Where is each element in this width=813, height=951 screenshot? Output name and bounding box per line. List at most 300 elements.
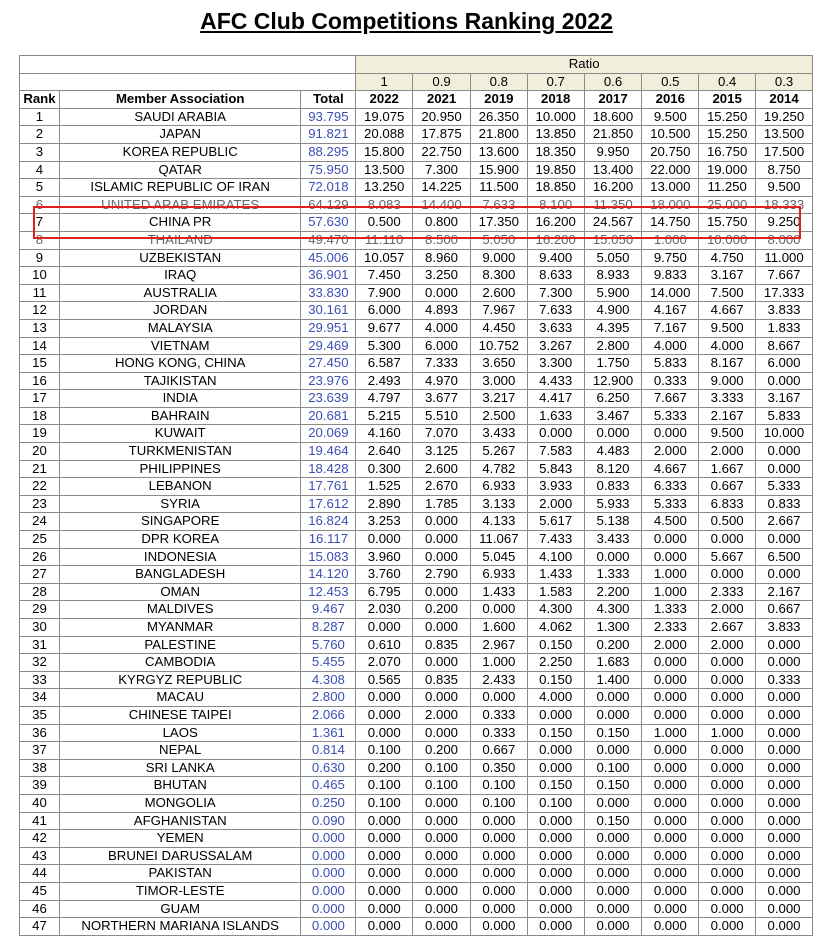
table-row [20,425,813,443]
score-cell: 3.250 [413,267,471,285]
score-cell: 9.400 [527,249,584,267]
score-cell: 1.000 [699,724,756,742]
rank-cell: 8 [20,231,60,249]
score-cell: 13.850 [527,126,584,144]
score-cell: 13.600 [470,143,527,161]
score-cell: 16.750 [699,143,756,161]
table-row [20,918,813,936]
member-cell: NORTHERN MARIANA ISLANDS [59,918,301,936]
table-row [20,619,813,637]
rank-cell: 26 [20,548,60,566]
score-cell: 22.750 [413,143,471,161]
score-cell: 0.833 [756,495,813,513]
rank-cell: 46 [20,900,60,918]
ranking-table-body [20,108,813,935]
total-header: Total [301,91,356,109]
score-cell: 3.333 [699,390,756,408]
score-cell: 0.000 [356,724,413,742]
total-cell: 0.630 [301,759,356,777]
total-cell: 72.018 [301,179,356,197]
score-cell: 15.050 [584,231,642,249]
score-cell: 22.000 [642,161,699,179]
score-cell: 6.333 [642,478,699,496]
score-cell: 7.450 [356,267,413,285]
score-cell: 0.000 [356,918,413,936]
score-cell: 3.167 [756,390,813,408]
score-cell: 4.000 [527,689,584,707]
score-cell: 8.167 [699,355,756,373]
header-spacer [20,56,356,74]
score-cell: 8.750 [756,161,813,179]
score-cell: 1.000 [642,231,699,249]
table-row [20,759,813,777]
total-cell: 88.295 [301,143,356,161]
ratio-value: 0.5 [642,73,699,91]
score-cell: 14.400 [413,196,471,214]
score-cell: 3.000 [470,372,527,390]
score-cell: 7.500 [699,284,756,302]
member-cell: MACAU [59,689,301,707]
score-cell: 0.000 [413,619,471,637]
score-cell: 2.967 [470,636,527,654]
score-cell: 0.000 [756,566,813,584]
rank-cell: 9 [20,249,60,267]
year-header: 2016 [642,91,699,109]
score-cell: 2.600 [413,460,471,478]
score-cell: 0.000 [527,759,584,777]
score-cell: 0.000 [699,794,756,812]
score-cell: 0.000 [756,742,813,760]
member-cell: KYRGYZ REPUBLIC [59,671,301,689]
total-cell: 36.901 [301,267,356,285]
score-cell: 0.000 [584,865,642,883]
score-cell: 2.433 [470,671,527,689]
rank-cell: 28 [20,583,60,601]
score-cell: 0.000 [642,759,699,777]
year-header: 2018 [527,91,584,109]
score-cell: 20.950 [413,108,471,126]
score-cell: 0.000 [527,425,584,443]
score-cell: 1.683 [584,654,642,672]
score-cell: 21.800 [470,126,527,144]
table-row [20,231,813,249]
member-cell: TIMOR-LESTE [59,882,301,900]
score-cell: 0.000 [642,794,699,812]
table-row [20,337,813,355]
member-cell: BAHRAIN [59,407,301,425]
score-cell: 0.833 [584,478,642,496]
score-cell: 0.100 [470,777,527,795]
score-cell: 4.300 [527,601,584,619]
score-cell: 9.677 [356,319,413,337]
rank-cell: 3 [20,143,60,161]
total-cell: 17.761 [301,478,356,496]
rank-cell: 34 [20,689,60,707]
score-cell: 0.000 [699,882,756,900]
table-row [20,865,813,883]
score-cell: 0.000 [756,882,813,900]
score-cell: 0.000 [413,847,471,865]
table-row [20,706,813,724]
score-cell: 0.500 [356,214,413,232]
score-cell: 24.567 [584,214,642,232]
score-cell: 0.000 [699,531,756,549]
member-cell: OMAN [59,583,301,601]
score-cell: 4.300 [584,601,642,619]
rank-cell: 13 [20,319,60,337]
score-cell: 1.833 [756,319,813,337]
member-cell: IRAQ [59,267,301,285]
score-cell: 13.250 [356,179,413,197]
score-cell: 0.000 [756,689,813,707]
score-cell: 0.000 [413,531,471,549]
score-cell: 0.000 [756,777,813,795]
score-cell: 18.600 [584,108,642,126]
score-cell: 0.000 [642,918,699,936]
score-cell: 12.900 [584,372,642,390]
score-cell: 9.000 [699,372,756,390]
total-cell: 18.428 [301,460,356,478]
score-cell: 7.633 [470,196,527,214]
score-cell: 10.500 [642,126,699,144]
table-row [20,372,813,390]
total-cell: 23.639 [301,390,356,408]
score-cell: 18.333 [756,196,813,214]
score-cell: 0.000 [356,865,413,883]
score-cell: 9.950 [584,143,642,161]
score-cell: 0.500 [699,513,756,531]
score-cell: 0.000 [470,601,527,619]
score-cell: 0.000 [699,918,756,936]
score-cell: 2.800 [584,337,642,355]
rank-cell: 21 [20,460,60,478]
table-row [20,513,813,531]
rank-cell: 7 [20,214,60,232]
ratio-value: 0.3 [756,73,813,91]
total-cell: 29.951 [301,319,356,337]
score-cell: 0.000 [356,847,413,865]
score-cell: 0.000 [470,882,527,900]
score-cell: 15.250 [699,126,756,144]
score-cell: 0.000 [699,706,756,724]
score-cell: 0.000 [470,830,527,848]
rank-cell: 10 [20,267,60,285]
score-cell: 11.110 [356,231,413,249]
score-cell: 0.000 [642,548,699,566]
score-cell: 2.790 [413,566,471,584]
score-cell: 1.750 [584,355,642,373]
rank-cell: 14 [20,337,60,355]
score-cell: 0.000 [527,706,584,724]
score-cell: 10.000 [756,425,813,443]
score-cell: 4.782 [470,460,527,478]
total-cell: 91.821 [301,126,356,144]
table-row [20,583,813,601]
total-cell: 0.814 [301,742,356,760]
score-cell: 4.667 [699,302,756,320]
score-cell: 7.900 [356,284,413,302]
total-cell: 20.681 [301,407,356,425]
score-cell: 0.000 [642,425,699,443]
total-cell: 0.250 [301,794,356,812]
score-cell: 7.333 [413,355,471,373]
table-row [20,742,813,760]
score-cell: 0.000 [413,284,471,302]
table-row [20,443,813,461]
score-cell: 0.000 [642,742,699,760]
rank-cell: 24 [20,513,60,531]
score-cell: 2.000 [413,706,471,724]
member-cell: LEBANON [59,478,301,496]
score-cell: 0.000 [699,742,756,760]
score-cell: 1.785 [413,495,471,513]
score-cell: 7.633 [527,302,584,320]
score-cell: 3.253 [356,513,413,531]
score-cell: 5.933 [584,495,642,513]
score-cell: 18.850 [527,179,584,197]
member-cell: YEMEN [59,830,301,848]
score-cell: 0.000 [756,443,813,461]
score-cell: 0.000 [584,918,642,936]
rank-cell: 39 [20,777,60,795]
score-cell: 0.000 [756,830,813,848]
member-cell: MALDIVES [59,601,301,619]
member-cell: HONG KONG, CHINA [59,355,301,373]
score-cell: 7.667 [642,390,699,408]
score-cell: 0.000 [699,777,756,795]
rank-cell: 16 [20,372,60,390]
score-cell: 0.000 [756,724,813,742]
score-cell: 0.000 [642,654,699,672]
score-cell: 9.500 [699,425,756,443]
score-cell: 4.417 [527,390,584,408]
member-cell: JORDAN [59,302,301,320]
score-cell: 0.000 [413,583,471,601]
member-cell: PALESTINE [59,636,301,654]
member-cell: CAMBODIA [59,654,301,672]
score-cell: 5.833 [642,355,699,373]
rank-cell: 35 [20,706,60,724]
rank-cell: 23 [20,495,60,513]
rank-cell: 36 [20,724,60,742]
score-cell: 3.833 [756,302,813,320]
score-cell: 0.000 [699,900,756,918]
rank-cell: 32 [20,654,60,672]
score-cell: 0.000 [356,706,413,724]
score-cell: 4.133 [470,513,527,531]
table-row [20,319,813,337]
score-cell: 8.500 [413,231,471,249]
score-cell: 0.000 [642,671,699,689]
total-cell: 20.069 [301,425,356,443]
score-cell: 5.045 [470,548,527,566]
score-cell: 9.000 [470,249,527,267]
member-cell: PHILIPPINES [59,460,301,478]
score-cell: 2.070 [356,654,413,672]
score-cell: 0.150 [584,812,642,830]
member-cell: TAJIKISTAN [59,372,301,390]
score-cell: 0.000 [584,882,642,900]
score-cell: 9.500 [756,179,813,197]
score-cell: 6.933 [470,566,527,584]
table-row [20,249,813,267]
table-row [20,531,813,549]
rank-cell: 15 [20,355,60,373]
total-cell: 4.308 [301,671,356,689]
score-cell: 3.433 [584,531,642,549]
score-cell: 0.200 [413,601,471,619]
score-cell: 0.000 [699,566,756,584]
score-cell: 0.000 [756,372,813,390]
rank-cell: 22 [20,478,60,496]
score-cell: 0.565 [356,671,413,689]
member-cell: SINGAPORE [59,513,301,531]
year-header: 2015 [699,91,756,109]
rank-cell: 42 [20,830,60,848]
score-cell: 0.100 [413,777,471,795]
table-row [20,636,813,654]
member-cell: BHUTAN [59,777,301,795]
score-cell: 4.970 [413,372,471,390]
score-cell: 9.750 [642,249,699,267]
score-cell: 7.967 [470,302,527,320]
total-cell: 14.120 [301,566,356,584]
score-cell: 8.933 [584,267,642,285]
score-cell: 3.467 [584,407,642,425]
score-cell: 3.760 [356,566,413,584]
score-cell: 0.000 [756,460,813,478]
score-cell: 0.667 [699,478,756,496]
rank-cell: 18 [20,407,60,425]
score-cell: 0.200 [356,759,413,777]
score-cell: 0.000 [756,865,813,883]
score-cell: 0.000 [642,531,699,549]
score-cell: 21.850 [584,126,642,144]
score-cell: 0.100 [584,759,642,777]
score-cell: 19.850 [527,161,584,179]
score-cell: 2.500 [470,407,527,425]
member-cell: CHINESE TAIPEI [59,706,301,724]
total-cell: 12.453 [301,583,356,601]
score-cell: 16.200 [584,179,642,197]
member-cell: CHINA PR [59,214,301,232]
score-cell: 5.300 [356,337,413,355]
year-header: 2022 [356,91,413,109]
score-cell: 8.960 [413,249,471,267]
score-cell: 1.633 [527,407,584,425]
member-cell: VIETNAM [59,337,301,355]
table-row [20,689,813,707]
score-cell: 17.875 [413,126,471,144]
score-cell: 1.600 [470,619,527,637]
score-cell: 0.000 [699,865,756,883]
score-cell: 2.250 [527,654,584,672]
member-cell: SAUDI ARABIA [59,108,301,126]
member-cell: SRI LANKA [59,759,301,777]
ratio-value: 0.9 [413,73,471,91]
score-cell: 16.200 [527,231,584,249]
rank-cell: 12 [20,302,60,320]
year-header: 2021 [413,91,471,109]
member-cell: SYRIA [59,495,301,513]
score-cell: 0.000 [413,689,471,707]
score-cell: 0.000 [470,918,527,936]
score-cell: 5.843 [527,460,584,478]
score-cell: 20.088 [356,126,413,144]
score-cell: 6.933 [470,478,527,496]
score-cell: 0.000 [413,900,471,918]
score-cell: 2.000 [699,443,756,461]
score-cell: 0.000 [642,847,699,865]
score-cell: 5.050 [470,231,527,249]
score-cell: 0.000 [642,777,699,795]
score-cell: 14.000 [642,284,699,302]
score-cell: 0.000 [584,794,642,812]
score-cell: 1.433 [470,583,527,601]
total-cell: 0.000 [301,865,356,883]
score-cell: 2.000 [699,601,756,619]
ratio-value: 0.8 [470,73,527,91]
score-cell: 4.667 [642,460,699,478]
score-cell: 14.225 [413,179,471,197]
rank-cell: 27 [20,566,60,584]
table-row [20,601,813,619]
score-cell: 15.750 [699,214,756,232]
score-cell: 15.250 [699,108,756,126]
score-cell: 4.450 [470,319,527,337]
score-cell: 13.500 [356,161,413,179]
table-row [20,196,813,214]
score-cell: 0.000 [413,865,471,883]
score-cell: 6.500 [756,548,813,566]
header-spacer [20,73,356,91]
score-cell: 3.133 [470,495,527,513]
score-cell: 0.000 [470,689,527,707]
member-cell: DPR KOREA [59,531,301,549]
score-cell: 1.525 [356,478,413,496]
score-cell: 0.000 [527,830,584,848]
score-cell: 0.000 [413,918,471,936]
table-row [20,390,813,408]
score-cell: 0.000 [527,918,584,936]
member-cell: JAPAN [59,126,301,144]
member-cell: ISLAMIC REPUBLIC OF IRAN [59,179,301,197]
score-cell: 1.433 [527,566,584,584]
score-cell: 0.000 [470,865,527,883]
total-cell: 29.469 [301,337,356,355]
score-cell: 7.167 [642,319,699,337]
total-cell: 2.800 [301,689,356,707]
score-cell: 9.250 [756,214,813,232]
score-cell: 19.250 [756,108,813,126]
score-cell: 0.000 [527,900,584,918]
score-cell: 1.300 [584,619,642,637]
member-cell: NEPAL [59,742,301,760]
score-cell: 0.000 [584,742,642,760]
score-cell: 0.100 [470,794,527,812]
total-cell: 0.000 [301,830,356,848]
score-cell: 1.400 [584,671,642,689]
score-cell: 5.333 [642,407,699,425]
score-cell: 2.167 [699,407,756,425]
score-cell: 2.493 [356,372,413,390]
rank-cell: 4 [20,161,60,179]
ranking-table [19,55,813,936]
score-cell: 11.250 [699,179,756,197]
score-cell: 18.350 [527,143,584,161]
score-cell: 0.100 [527,794,584,812]
score-cell: 5.617 [527,513,584,531]
